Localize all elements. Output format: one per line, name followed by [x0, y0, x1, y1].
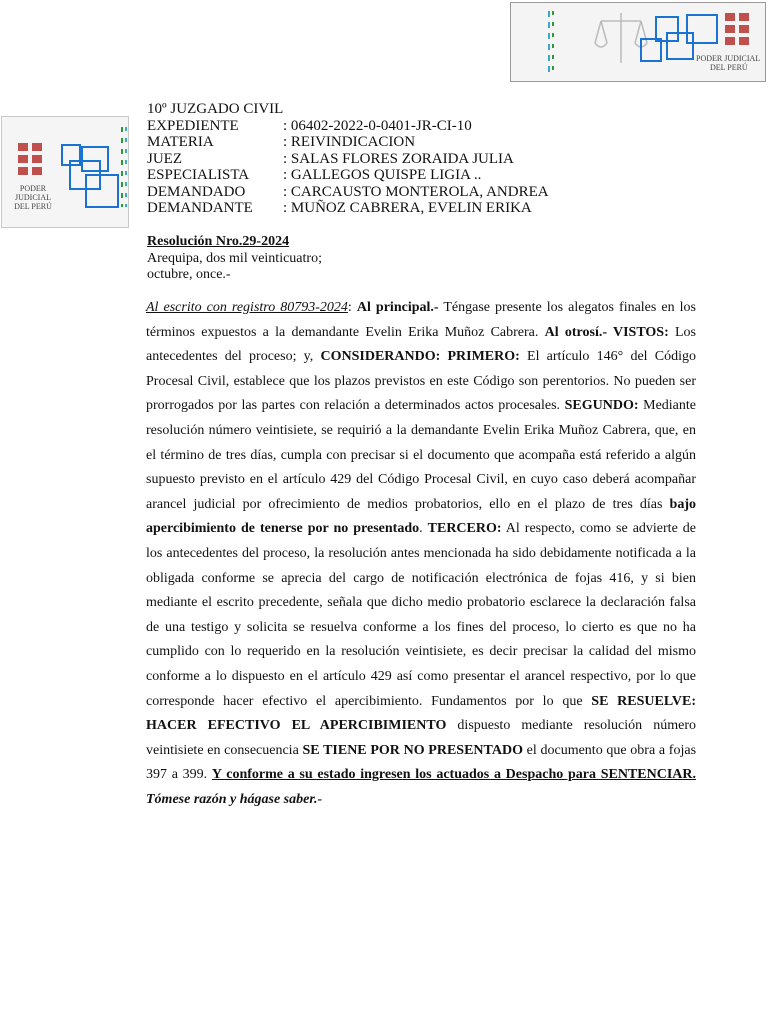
resolution-title: Resolución Nro.29-2024	[147, 234, 290, 249]
judiciary-emblem-icon	[2, 117, 130, 229]
court-name	[147, 101, 549, 118]
header-row-expediente	[147, 118, 549, 135]
resolution-body	[146, 296, 696, 812]
logo-top-line-1: PODER JUDICIAL	[696, 54, 761, 63]
body-bold: Al otrosí.- VISTOS:	[544, 324, 669, 340]
header-value: : CARCAUSTO MONTEROLA, ANDREA	[283, 183, 549, 200]
header-row-demandante	[147, 200, 549, 217]
header-value: : GALLEGOS QUISPE LIGIA ..	[283, 167, 482, 183]
body-text: El artículo 146° del Código Procesal Civil, establece que los plazos previstos en este Código son perentorios. No pueden ser prorrogados por las partes con relación a determinados actos procesales.	[146, 349, 696, 414]
body-text: .	[419, 521, 428, 537]
body-text: Los antecedentes del proceso; y,	[146, 324, 697, 365]
header-value: : MUÑOZ CABRERA, EVELIN ERIKA	[283, 200, 532, 216]
header-value: : 06402-2022-0-0401-JR-CI-10	[283, 117, 472, 134]
header-value: : REIVINDICACION	[283, 134, 416, 150]
logo-left-line-2: DEL PERÚ	[14, 202, 52, 211]
body-text: Mediante resolución número veintisiete, se requirió a la demandante Evelin Erika Muñoz Cabrera, que, en el término de tres días, cumpla con precisar si el documento que acompaña está referido a algún supuesto previsto en el artículo 429 del Código Procesal Civil, en cuyo caso deberá acompañar arancel judicial por ofrecimiento de medios probatorios, ello en el plazo de tres días	[146, 398, 696, 512]
header-label: MATERIA	[147, 134, 214, 150]
body-text: Téngase presente los alegatos finales en los términos expuestos a la demandante Evelin Erika Muñoz Cabrera.	[146, 300, 696, 340]
case-header	[147, 101, 549, 217]
header-label: EXPEDIENTE	[147, 117, 239, 134]
judiciary-logo-left	[1, 116, 129, 228]
body-bold: TERCERO:	[427, 521, 502, 537]
logo-top-line-2: DEL PERÚ	[710, 63, 748, 72]
logo-top-caption	[696, 54, 760, 72]
body-text: :	[347, 300, 357, 315]
body-ref: Al escrito con registro 80793-2024	[146, 300, 348, 315]
body-bold-underlined: Y conforme a su estado ingresen los actuados a Despacho para SENTENCIAR.	[211, 767, 696, 783]
body-text: Al respecto, como se advierte de los antecedentes del proceso, la resolución antes mencionada ha sido debidamente notificada a la obligada conforme se aprecia del cargo de notificación electrónica de fojas 416, y si bien mediante el escrito precedente, señala que dicho medio probatorio esclarece la declaración falsa de una testigo y solicita se resuelva conforme a los fines del proceso, lo cierto es que no ha cumplido con lo requerido en la resolución veintisiete, es decir precisar la calidad del mismo conforme a lo dispuesto en el artículo 429 así como presentar el arancel respectivo, por lo que corresponde hacer efectivo el apercibimiento. Fundamentos por lo que	[146, 521, 697, 709]
court-name-text: 10º JUZGADO CIVIL	[147, 101, 284, 117]
body-bold: SE TIENE POR NO PRESENTADO	[302, 742, 523, 758]
body-closing: Tómese razón y hágase saber.-	[146, 791, 323, 807]
header-label: JUEZ	[147, 150, 182, 167]
header-row-juez	[147, 151, 549, 168]
resolution-date: octubre, once.-	[147, 267, 231, 282]
header-label: DEMANDANTE	[147, 200, 253, 216]
body-bold: bajo apercibimiento de tenerse por no presentado	[146, 496, 696, 537]
body-bold: SE RESUELVE: HACER EFECTIVO EL APERCIBIMIENTO	[146, 693, 696, 734]
logo-left-line-1: PODER JUDICIAL	[15, 184, 51, 202]
header-row-materia	[147, 134, 549, 151]
logo-left-caption	[4, 184, 62, 211]
header-label: ESPECIALISTA	[147, 167, 250, 183]
header-row-demandado	[147, 184, 549, 201]
header-value: : SALAS FLORES ZORAIDA JULIA	[283, 150, 514, 167]
body-text: el documento que obra a fojas 397 a 399.	[146, 742, 697, 783]
body-bold: CONSIDERANDO: PRIMERO:	[320, 349, 520, 365]
body-text: dispuesto mediante resolución número veintisiete en consecuencia	[146, 718, 696, 758]
header-label: DEMANDADO	[147, 183, 246, 200]
body-bold: SEGUNDO:	[564, 398, 639, 414]
body-bold: Al principal.-	[356, 300, 439, 315]
resolution-heading	[147, 234, 322, 284]
header-row-especialista	[147, 167, 549, 184]
resolution-place-date: Arequipa, dos mil veinticuatro;	[147, 250, 322, 266]
